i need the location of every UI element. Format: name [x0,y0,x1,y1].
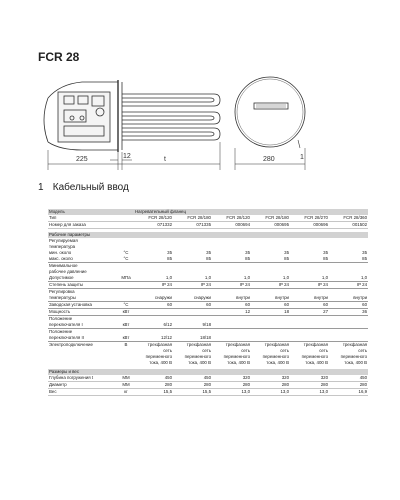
row-value: IP 24 [290,282,329,289]
row-value: сеть [163,348,173,354]
row-value: трехфазная [147,342,173,348]
rating-plate [254,103,288,109]
row-value: 320 [212,375,251,382]
dim-label-280: 280 [263,156,275,163]
row-value: переменного [262,354,290,360]
row-value: сеть [241,348,251,354]
row-value: FCR 28/270 [290,215,329,222]
row-unit: ММ [118,382,134,389]
row-label: Минимальное [49,263,78,269]
row-value: трехфазная [303,342,329,348]
row-value: 071335 [173,222,212,229]
row-label: температуры [48,295,118,302]
row-label: Заводская установка [48,302,118,309]
row-value: 280 [329,382,368,389]
row-label: Регулируемая [49,238,78,244]
spec-table [48,209,368,396]
row-value: FCR 28/360 [329,215,368,222]
table-row [48,282,368,289]
row-value: FCR 28/180 [173,215,212,222]
row-value: 13,0 [290,389,329,396]
row-value: 450 [173,375,212,382]
row-value: тока, 400 В [149,360,173,366]
dim-label-12: 12 [123,153,131,160]
row-value: 000694 [212,222,251,229]
caption-text: Кабельный ввод [52,182,129,193]
row-value: 35 [245,250,251,256]
table-row [48,222,368,229]
row-value: 001502 [329,222,368,229]
row-value: снаружи [134,295,173,302]
row-value: 12/12 [134,335,173,342]
row-value: тока, 400 В [344,360,368,366]
row-value: 450 [134,375,173,382]
heating-rods [122,94,220,140]
row-label: Вес [48,389,118,396]
row-value: 60 [251,302,290,309]
row-value: 15,5 [134,389,173,396]
row-value: 13,0 [251,389,290,396]
row-value: 280 [134,382,173,389]
row-value: 85 [212,256,251,263]
dimension-lines [48,142,220,170]
row-value: FCR 28/120 [134,215,173,222]
row-unit: ММ [118,375,134,382]
row-unit: кВт [118,309,134,316]
page-title: FCR 28 [38,50,80,64]
row-value: 18/18 [173,335,212,342]
row-value: 60 [173,302,212,309]
row-value: 071332 [134,222,173,229]
header-group: Нагревательный фланец [134,209,368,215]
row-value: тока, 400 В [188,360,212,366]
row-value: 16,9 [329,389,368,396]
row-value: 85 [329,256,368,263]
row-value: IP 24 [329,282,368,289]
technical-drawing [0,0,400,180]
row-value: FCR 28/120 [212,215,251,222]
row-label: макс. около [48,256,118,263]
row-unit: °C [118,256,134,263]
row-value: 280 [290,382,329,389]
row-value: IP 24 [251,282,290,289]
row-value: 85 [251,256,290,263]
row-value: внутри [290,295,329,302]
row-value: 85 [290,256,329,263]
row-value: 35 [362,250,368,256]
row-value: 35 [206,250,212,256]
row-unit: кВт [118,335,134,342]
dim-label-225: 225 [76,156,88,163]
row-label: рабочее давление [49,269,87,275]
row-value: переменного [184,354,212,360]
row-value: 35 [284,250,290,256]
section-work-label: Рабочие параметры [48,232,368,238]
row-label: переключателя I [48,322,118,329]
caption-number: 1 [38,182,44,193]
table-row [48,309,368,316]
row-value: 15,5 [173,389,212,396]
header-model: Модель [48,209,134,215]
row-value: 18 [251,309,290,316]
tank-end-view [235,77,305,147]
row-value: 280 [173,382,212,389]
row-value: 1,0 [212,275,251,282]
row-value: 280 [251,382,290,389]
table-row [48,382,368,389]
row-value: сеть [358,348,368,354]
row-value: 60 [212,302,251,309]
row-value: тока, 400 В [266,360,290,366]
row-label: Номер для заказа [48,222,118,229]
table-row [48,302,368,309]
row-value: 450 [329,375,368,382]
row-value: снаружи [173,295,212,302]
row-unit: °C [118,302,134,309]
row-value: 1,0 [329,275,368,282]
flange-cap-outline [44,98,48,142]
row-value: переменного [301,354,329,360]
row-value: трехфазная [225,342,251,348]
row-value: переменного [145,354,173,360]
row-unit: °C [123,250,129,256]
row-label: Положение [49,316,73,322]
row-value: 13,0 [212,389,251,396]
row-value: переменного [223,354,251,360]
row-unit [118,222,134,229]
callout-label: 1 [300,154,304,161]
row-value: тока, 400 В [227,360,251,366]
row-value: 1,0 [251,275,290,282]
row-label: Положение [49,329,73,335]
row-value: IP 24 [173,282,212,289]
row-value: сеть [280,348,290,354]
row-value: 12 [212,309,251,316]
row-value: 320 [251,375,290,382]
dim-label-t: t [164,156,166,163]
row-value: 60 [134,302,173,309]
row-value: 27 [290,309,329,316]
row-value: 85 [134,256,173,263]
row-value: 000696 [290,222,329,229]
row-unit: кг [118,389,134,396]
row-value: внутри [251,295,290,302]
row-value: IP 24 [134,282,173,289]
row-value: 320 [290,375,329,382]
caption [38,182,129,193]
row-value [173,309,212,316]
row-value: 1,0 [290,275,329,282]
row-value: 60 [290,302,329,309]
row-value: сеть [202,348,212,354]
row-value: переменного [340,354,368,360]
row-value: внутри [329,295,368,302]
row-value: тока, 400 В [305,360,329,366]
row-value: 35 [167,250,173,256]
row-value: трехфазная [186,342,212,348]
row-value: 85 [173,256,212,263]
row-value: FCR 28/180 [251,215,290,222]
row-label: переключателя II [48,335,118,342]
row-value: 280 [212,382,251,389]
row-label: Глубина погружения t [48,375,118,382]
row-value: 35 [323,250,329,256]
row-value: 1,0 [134,275,173,282]
row-value: трехфазная [264,342,290,348]
table-row [48,389,368,396]
row-value: внутри [212,295,251,302]
row-label: Электроподключение [49,342,93,348]
row-unit: кВт [118,322,134,329]
row-value: 6/12 [134,322,173,329]
row-value [134,309,173,316]
row-label: Тип [48,215,118,222]
section-dims-label: Размеры и вес [48,369,368,375]
row-value: 36 [329,309,368,316]
row-label: Регулировка [49,289,75,295]
row-value: IP 24 [212,282,251,289]
row-unit: МПа [118,275,134,282]
row-value: 9/18 [173,322,212,329]
row-label: температура [49,244,76,250]
row-value: 000695 [251,222,290,229]
row-label: мин. около [49,250,72,256]
row-label: Мощность [48,309,118,316]
row-label: Диаметр [48,382,118,389]
row-unit: В [124,342,128,348]
row-value: трехфазная [342,342,368,348]
row-label: Допустимое [48,275,118,282]
callout-leader [298,140,300,148]
row-value: 1,0 [173,275,212,282]
row-value: сеть [319,348,329,354]
row-unit [118,282,134,289]
row-value: 60 [329,302,368,309]
row-label: Степень защиты [48,282,118,289]
